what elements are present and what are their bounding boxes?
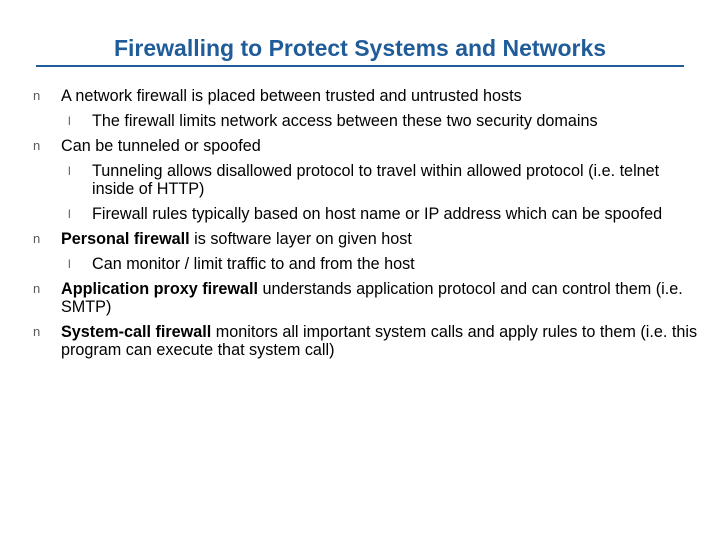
list-item xyxy=(0,230,720,248)
title-divider xyxy=(36,65,684,67)
item-text: Can monitor / limit traffic to and from the host xyxy=(92,255,415,273)
list-item xyxy=(0,280,720,316)
item-lead-term: Personal firewall xyxy=(61,230,190,248)
list-item xyxy=(0,137,720,155)
sub-bullet-marker-icon: l xyxy=(68,257,71,271)
list-item xyxy=(0,255,720,273)
item-text: is software layer on given host xyxy=(189,230,412,248)
list-item xyxy=(0,112,720,130)
bullet-marker-icon: n xyxy=(33,281,41,296)
item-text: A network firewall is placed between trusted and untrusted hosts xyxy=(61,87,522,105)
item-text: understands application protocol and can control them (i.e. SMTP) xyxy=(61,280,683,316)
item-text: Tunneling allows disallowed protocol to travel within allowed protocol (i.e. telnet inside of HTTP) xyxy=(92,162,660,198)
bullet-list xyxy=(0,87,720,366)
list-item xyxy=(0,323,720,359)
item-lead-term: Application proxy firewall xyxy=(61,280,258,298)
bullet-marker-icon: n xyxy=(33,231,41,246)
list-item xyxy=(0,87,720,105)
bullet-marker-icon: n xyxy=(33,138,41,153)
bullet-marker-icon: n xyxy=(33,324,41,339)
item-text: Can be tunneled or spoofed xyxy=(61,137,261,155)
sub-bullet-marker-icon: l xyxy=(68,114,71,128)
list-item xyxy=(0,162,720,198)
bullet-marker-icon: n xyxy=(33,88,41,103)
item-text: Firewall rules typically based on host name or IP address which can be spoofed xyxy=(92,205,663,223)
sub-bullet-marker-icon: l xyxy=(68,164,71,178)
item-text: monitors all important system calls and apply rules to them (i.e. this program can execute that system call) xyxy=(61,323,698,359)
item-text: The firewall limits network access between these two security domains xyxy=(92,112,598,130)
item-lead-term: System-call firewall xyxy=(61,323,212,341)
slide-title: Firewalling to Protect Systems and Networks xyxy=(113,35,607,61)
sub-bullet-marker-icon: l xyxy=(68,207,71,221)
list-item xyxy=(0,205,720,223)
